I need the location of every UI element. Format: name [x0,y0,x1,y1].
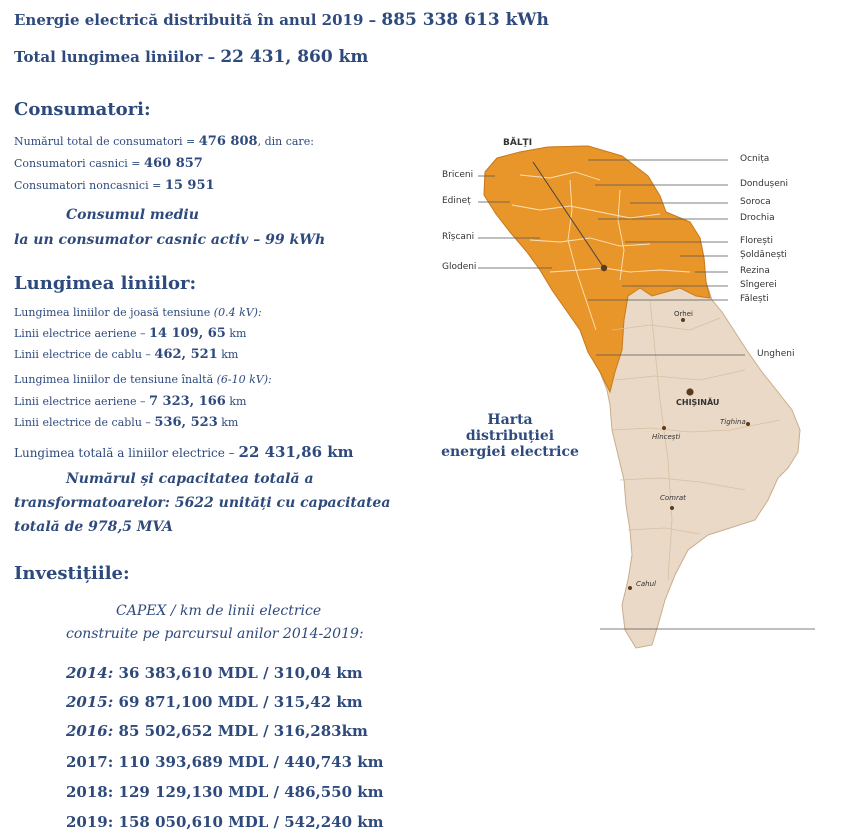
avg-consumption-line2: la un consumator casnic activ – 99 kWh [14,232,326,248]
low-voltage-label: Lungimea liniilor de joasă tensiune [14,306,211,319]
lines-title: Lungimea liniilor: [14,273,197,294]
length-value: 22 431, 860 km [220,47,369,67]
high-aerial-label: Linii electrice aeriene – [14,395,146,408]
low-voltage-kv: (0.4 kV): [213,306,262,319]
consumers-total [14,134,314,149]
capex-line2: construite pe parcursul anilor 2014-2019: [66,626,364,642]
map-label-inner: Cahul [636,580,656,588]
casnici-value: 460 857 [144,156,203,171]
map-label-right: Soroca [740,197,771,207]
consumers-noncasnici [14,178,215,193]
high-cable [14,415,238,430]
capex-value: 129 129,130 MDL / 486,550 km [118,783,384,801]
map-label-right: Drochia [740,213,775,223]
balti-dot [601,265,607,271]
map-label-inner: Comrat [660,494,686,502]
energy-distributed [14,10,549,30]
map-label-right: Fălești [740,294,769,304]
moldova-map [430,130,830,660]
high-aerial [14,394,246,409]
high-cable-value: 536, 523 [154,415,218,430]
map-label-right: Ocnița [740,154,770,164]
map-caption-line1: Harta [487,412,533,428]
map-caption-line2: distribuției [465,428,555,444]
map-label-right: Sîngerei [740,280,777,290]
total-lines-value: 22 431,86 km [238,443,354,461]
low-aerial-unit: km [229,327,247,340]
capex-row [66,813,384,831]
low-aerial-value: 14 109, 65 [148,326,226,341]
map-label-inner: Tighina [720,418,746,426]
capex-year: 2019: [66,813,114,831]
high-cable-label: Linii electrice de cablu – [14,416,151,429]
total-lines-label: Lungimea totală a liniilor electrice – [14,446,235,460]
noncasnici-label: Consumatori noncasnici = [14,179,162,192]
capex-row [66,664,363,682]
map-label-balti: BĂLȚI [503,138,533,148]
noncasnici-value: 15 951 [164,178,215,193]
capex-value: 36 383,610 MDL / 310,04 km [118,664,363,682]
map-label-right: Dondușeni [740,179,788,189]
consumers-total-suffix: , din care: [257,135,314,148]
casnici-label: Consumatori casnici = [14,157,141,170]
high-voltage-kv: (6-10 kV): [216,373,272,386]
map-caption [440,412,580,460]
high-aerial-unit: km [229,395,247,408]
high-cable-unit: km [221,416,239,429]
map-label-left: Edineț [442,196,471,206]
energy-value: 885 338 613 kWh [381,10,549,30]
map-label-left: Briceni [442,170,474,180]
map-label-left: Glodeni [442,262,477,272]
low-aerial [14,326,246,341]
capex-year: 2018: [66,783,114,801]
capex-row [66,753,384,771]
capex-year: 2017: [66,753,114,771]
map-caption-line3: energiei electrice [441,444,579,460]
capex-value: 69 871,100 MDL / 315,42 km [118,693,363,711]
consumers-total-label: Numărul total de consumatori = [14,135,196,148]
map-label-right: Florești [740,236,773,246]
total-lines [14,443,354,461]
transformers-line1: Numărul și capacitatea totală a [66,471,314,487]
capex-row [66,722,368,740]
capex-value: 85 502,652 MDL / 316,283km [118,722,368,740]
capex-year: 2014: [66,664,114,682]
avg-consumption-line1: Consumul mediu [66,207,199,223]
capex-row [66,783,384,801]
map-label-right: Ungheni [757,349,795,359]
capex-year: 2016: [66,722,114,740]
high-voltage-label: Lungimea liniilor de tensiune înaltă [14,373,214,386]
consumers-total-value: 476 808 [198,134,258,149]
length-label: Total lungimea liniilor – [14,48,216,66]
low-voltage-heading [14,306,262,319]
capex-line1: CAPEX / km de linii electrice [116,603,322,619]
high-voltage-heading [14,373,272,386]
investments-title: Investițiile: [14,563,130,584]
consumers-casnici [14,156,203,171]
low-cable-value: 462, 521 [154,347,218,362]
capex-year: 2015: [66,693,114,711]
low-cable-unit: km [221,348,239,361]
map-label-left: Rîșcani [442,232,475,242]
low-cable [14,347,238,362]
transformers-line2: transformatoarelor: 5622 unități cu capacitatea [14,495,391,511]
capex-value: 158 050,610 MDL / 542,240 km [118,813,384,831]
map-label-inner: Hîncești [652,433,681,441]
capex-value: 110 393,689 MDL / 440,743 km [118,753,384,771]
consumers-title: Consumatori: [14,99,151,120]
capex-row [66,693,363,711]
map-label-inner: Orhei [674,310,693,318]
map-label-right: Șoldănești [740,250,787,260]
low-cable-label: Linii electrice de cablu – [14,348,151,361]
low-aerial-label: Linii electrice aeriene – [14,327,146,340]
energy-label: Energie electrică distribuită în anul 2019 – [14,11,377,29]
transformers-line3: totală de 978,5 MVA [14,519,174,535]
total-length [14,47,368,67]
high-aerial-value: 7 323, 166 [148,394,226,409]
map-label-right: Rezina [740,266,770,276]
map-label-inner: CHIȘINĂU [676,398,720,407]
